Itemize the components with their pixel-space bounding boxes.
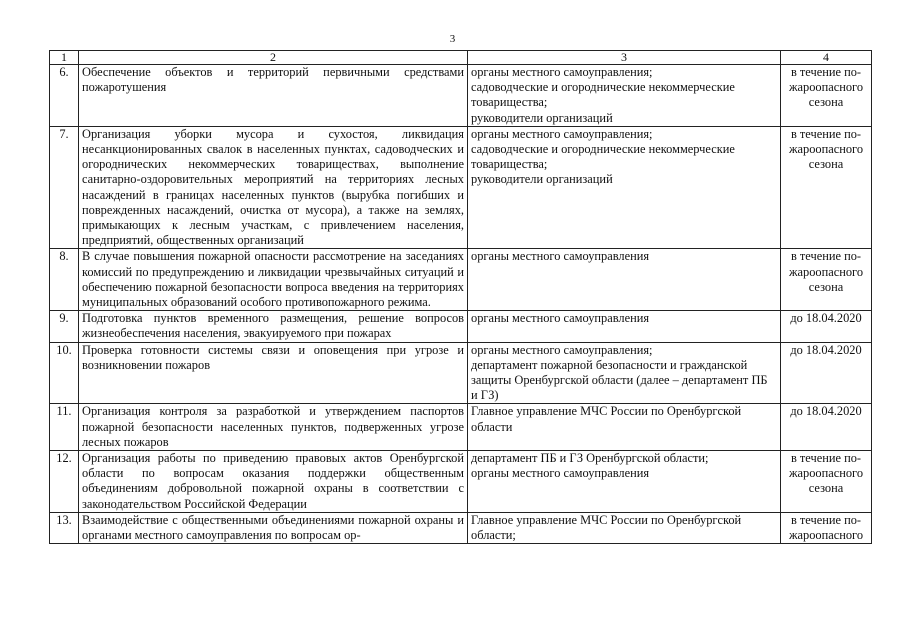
responsible-line: руководители организаций xyxy=(471,110,613,125)
responsible-cell xyxy=(468,512,781,543)
responsible-cell xyxy=(468,249,781,311)
page-number: 3 xyxy=(449,33,456,45)
column-header-2: 2 xyxy=(79,51,468,65)
activity-cell: Проверка готовности системы связи и оповещения при угрозе и возникновении пожаров xyxy=(79,342,468,404)
responsible-line: Главное управление МЧС России по Оренбургской области; xyxy=(471,512,742,543)
table-row xyxy=(50,404,872,451)
activity-cell: Организация контроля за разработкой и утверждением паспортов пожарной безопасности населенных пунктов, подверженных угрозе лесных пожаров xyxy=(79,404,468,451)
responsible-line: органы местного самоуправления xyxy=(471,311,650,326)
responsible-line: органы местного самоуправления; xyxy=(471,126,653,141)
row-number: 6. xyxy=(50,65,79,127)
responsible-cell xyxy=(468,404,781,451)
deadline-cell: в течение по-жароопасного сезона xyxy=(781,451,872,513)
activity-cell: Обеспечение объектов и территорий первичными средствами пожаротушения xyxy=(79,65,468,127)
responsible-line: Главное управление МЧС России по Оренбургской области xyxy=(471,404,742,434)
responsible-cell xyxy=(468,65,781,127)
responsible-line: органы местного самоуправления; xyxy=(471,65,653,79)
deadline-cell: до 18.04.2020 xyxy=(781,404,872,451)
responsible-cell xyxy=(468,451,781,513)
table-row xyxy=(50,512,872,543)
deadline-cell: до 18.04.2020 xyxy=(781,342,872,404)
deadline-cell: до 18.04.2020 xyxy=(781,311,872,342)
activity-cell: Взаимодействие с общественными объединениями пожарной охраны и органами местного самоуправления по вопросам ор- xyxy=(79,512,468,543)
row-number: 11. xyxy=(50,404,79,451)
table-row xyxy=(50,126,872,249)
row-number: 9. xyxy=(50,311,79,342)
table-row xyxy=(50,451,872,513)
deadline-cell: в течение по-жароопасного xyxy=(781,512,872,543)
table-row xyxy=(50,342,872,404)
deadline-cell: в течение по-жароопасного сезона xyxy=(781,249,872,311)
responsible-cell xyxy=(468,311,781,342)
deadline-cell: в течение по-жароопасного сезона xyxy=(781,65,872,127)
responsible-line: органы местного самоуправления; xyxy=(471,342,653,357)
responsible-line: органы местного самоуправления xyxy=(471,466,650,481)
row-number: 7. xyxy=(50,126,79,249)
activity-cell: В случае повышения пожарной опасности рассмотрение на заседаниях комиссий по предупреждению и ликвидации чрезвычайных ситуаций и обеспечению пожарной безопасности вопроса введения на территориях муниципальных образований особого противопожарного режима. xyxy=(79,249,468,311)
deadline-cell: в течение по-жароопасного сезона xyxy=(781,126,872,249)
row-number: 12. xyxy=(50,451,79,513)
activity-cell: Организация уборки мусора и сухостоя, ликвидация несанкционированных свалок в населенных пунктах, садоводческих и огороднических некоммерческих товариществах, выполнение санитарно-оздоровительных мероприятий на территориях лесных насаждений в границах населенных пунктов (вырубка погибших и поврежденных насаждений, очистка от мусора), а также на землях, примыкающих к лесным участкам, с привлечением населения, предприятий, общественных организаций xyxy=(79,126,468,249)
activity-cell: Подготовка пунктов временного размещения, решение вопросов жизнеобеспечения населения, эвакуируемого при пожарах xyxy=(79,311,468,342)
responsible-line: руководители организаций xyxy=(471,172,613,187)
row-number: 8. xyxy=(50,249,79,311)
activity-cell: Организация работы по приведению правовых актов Оренбургской области по вопросам оказания поддержки общественным объединениям добровольной пожарной охраны в соответствии с законодательством Российской Федерации xyxy=(79,451,468,513)
responsible-line: садоводческие и огороднические некоммерческие товарищества; xyxy=(471,142,735,172)
responsible-line: департамент ПБ и ГЗ Оренбургской области; xyxy=(471,451,709,466)
column-header-3: 3 xyxy=(468,51,781,65)
table-row xyxy=(50,65,872,127)
column-header-4: 4 xyxy=(781,51,872,65)
table-row xyxy=(50,249,872,311)
activities-table xyxy=(49,50,872,544)
column-header-1: 1 xyxy=(50,51,79,65)
row-number: 13. xyxy=(50,512,79,543)
responsible-cell xyxy=(468,126,781,249)
responsible-line: садоводческие и огороднические некоммерческие товарищества; xyxy=(471,80,735,110)
responsible-line: органы местного самоуправления xyxy=(471,249,650,264)
responsible-line: департамент пожарной безопасности и гражданской защиты Оренбургской области (далее – департамент ПБ и ГЗ) xyxy=(471,357,768,403)
header-row xyxy=(50,51,872,65)
responsible-cell xyxy=(468,342,781,404)
table-row xyxy=(50,311,872,342)
row-number: 10. xyxy=(50,342,79,404)
